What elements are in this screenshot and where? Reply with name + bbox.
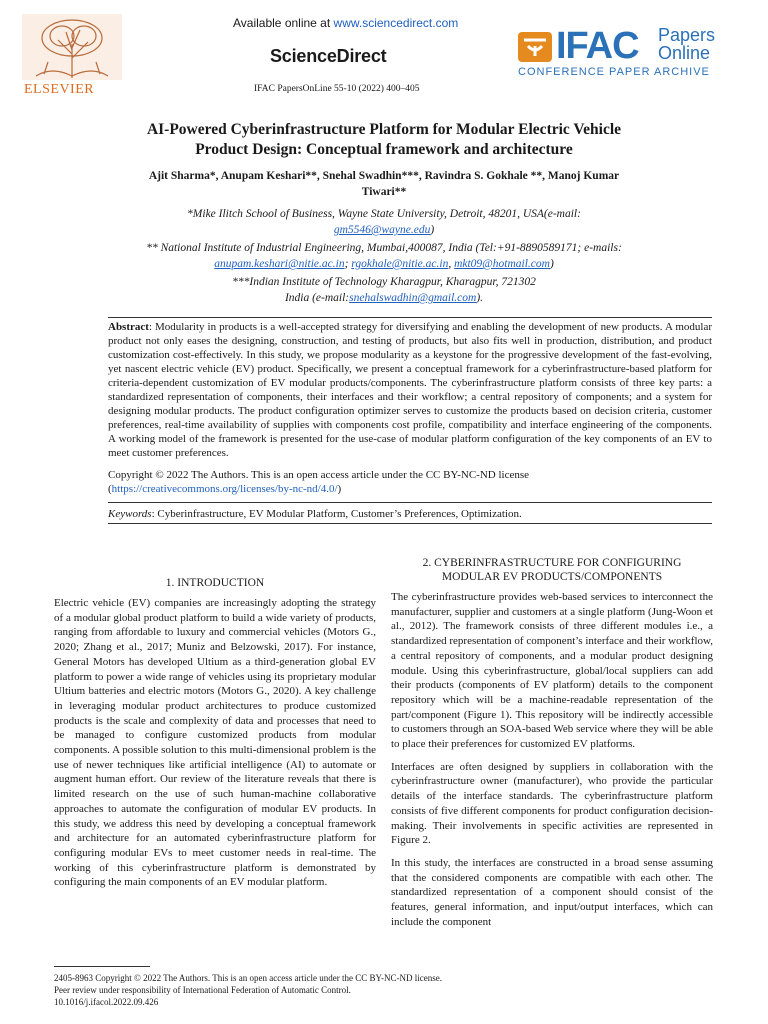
ifac-word: IFAC: [556, 25, 639, 67]
section-2-heading-line-1: 2. CYBERINFRASTRUCTURE FOR CONFIGURING: [422, 557, 682, 569]
authors-line-2: Tiwari**: [361, 186, 407, 198]
authors-line-1: Ajit Sharma*, Anupam Keshari**, Snehal Swadhin***, Ravindra S. Gokhale **, Manoj Kumar: [148, 170, 620, 182]
aff2-email2-link[interactable]: rgokhale@nitie.ac.in: [351, 258, 449, 270]
ifac-papers-online: [658, 26, 715, 62]
section-2-paragraph-1: The cyberinfrastructure provides web-based services to interconnect the manufacturer, supplier and customers at a single platform (Jung-Woon et al., 2012). The framework consists of three different modules i.e., a standardized representation of component’s interface and their workflow, a central repository of components, and a modular product designing module. Using this cyberinfrastructure, global/local suppliers can add their products (components of EV platform) details to the component repository which will be a machine-readable representation of the part/component (Figure 1). This repository will be indirectly accessible to customers through an SOA-based Web service where they will be able to place their preferences for customized EV platforms.: [391, 591, 713, 751]
abstract: [108, 320, 712, 460]
keywords-label: Keywords: [108, 508, 152, 520]
aff3-end: ).: [476, 292, 484, 304]
section-1-heading: 1. INTRODUCTION: [165, 577, 265, 589]
title-line-1: AI-Powered Cyberinfrastructure Platform for Modular Electric Vehicle: [146, 121, 622, 138]
aff3-line1: ***Indian Institute of Technology Kharagpur, Kharagpur, 721302: [232, 276, 536, 288]
aff1-end: ): [430, 224, 435, 236]
journal-reference: IFAC PapersOnLine 55-10 (2022) 400–405: [254, 84, 420, 94]
affiliation-3: [60, 274, 708, 306]
license-link[interactable]: https://creativecommons.org/licenses/by-nc-nd/4.0/: [111, 483, 338, 495]
publisher-name: ScienceDirect: [270, 46, 387, 66]
ifac-logo-mark: [518, 32, 552, 62]
section-2-heading: [391, 556, 713, 584]
footer-line-2: Peer review under responsibility of International Federation of Automatic Control.: [54, 985, 351, 995]
aff3-prefix: India (e-mail:: [284, 292, 350, 304]
ifac-papers: Papers: [658, 25, 716, 45]
affiliation-1: [60, 206, 708, 238]
aff2-email1-link[interactable]: anupam.keshari@nitie.ac.in: [214, 258, 345, 270]
elsevier-wordmark: ELSEVIER: [24, 82, 95, 97]
right-column: [391, 556, 713, 937]
aff1-email-link[interactable]: gm5546@wayne.edu: [333, 224, 431, 236]
copyright-line: Copyright © 2022 The Authors. This is an open access article under the CC BY-NC-ND license: [108, 469, 529, 481]
section-2-paragraph-3: In this study, the interfaces are constructed in a broad sense assuming that the considered components are compatible with each other. The standardized representation of a component should consist of the features, general information, and input/output interfaces, which can include the component: [391, 856, 713, 928]
footer-rule: [54, 966, 150, 967]
aff1-line1: *Mike Ilitch School of Business, Wayne State University, Detroit, 48201, USA(e-mail:: [187, 208, 581, 220]
keywords-body: : Cyberinfrastructure, EV Modular Platform, Customer’s Preferences, Optimization.: [151, 508, 522, 520]
title-line-2: Product Design: Conceptual framework and architecture: [195, 141, 573, 158]
footer-doi[interactable]: 10.1016/j.ifacol.2022.09.426: [54, 997, 159, 1007]
abstract-box: [108, 317, 712, 524]
available-prefix: Available online at: [233, 16, 334, 30]
section-2-heading-line-2: MODULAR EV PRODUCTS/COMPONENTS: [441, 571, 663, 583]
ifac-subtitle: CONFERENCE PAPER ARCHIVE: [518, 66, 710, 78]
ifac-logo: [518, 24, 730, 84]
left-column: [54, 576, 376, 898]
ifac-mark-icon: [518, 32, 552, 62]
footer: [54, 972, 442, 1008]
section-2-paragraph-2: Interfaces are often designed by suppliers in collaboration with the cyberinfrastructure owner (manufacturer), who provide the particular details of the interface standards. The cyberinfrastructure platform consists of five different components for product configuration decision-making. Their involvements in specific activities are represented in Figure 2.: [391, 760, 713, 847]
aff2-line1: ** National Institute of Industrial Engineering, Mumbai,400087, India (Tel:+91-8890589171; e-mails:: [146, 242, 622, 254]
aff2-sep1: ;: [344, 258, 352, 270]
copyright-notice: [108, 468, 712, 496]
sciencedirect-link[interactable]: www.sciencedirect.com: [333, 16, 459, 30]
footer-line-1: 2405-8963 Copyright © 2022 The Authors. This is an open access article under the CC BY-NC-ND license.: [54, 973, 442, 983]
keywords: [108, 502, 712, 521]
author-list: [100, 168, 668, 200]
abstract-label: Abstract: [108, 321, 149, 333]
paper-title: [60, 120, 708, 160]
license-close: ): [337, 483, 342, 495]
aff2-end: ): [549, 258, 554, 270]
ifac-online: Online: [658, 43, 711, 63]
aff2-sep2: ,: [448, 258, 455, 270]
affiliation-2: [60, 240, 708, 272]
aff3-email-link[interactable]: snehalswadhin@gmail.com: [349, 292, 477, 304]
section-1-paragraph-1: Electric vehicle (EV) companies are increasingly adopting the strategy of a modular global product platform to build a wide variety of products, ranging from affordable to luxury and commercial vehicles (Motors G., 2020; Zhang et al., 2017; Muniz and Belzowski, 2017). For instance, General Motors has developed Ultium as a third-generation global EV platform to power a wide range of vehicles using its proprietary modular Ultium batteries and electric motors (Motors G., 2020). A key challenge in leveraging modular product architectures to produce customized products is the scale and complexity of data and processes that need to be managed to configure customized products from modular components. A possible solution to this multi-dimensional problem is the use of newer techniques like artificial intelligence (AI) to automate or augment human effort. Our review of the literature reveals that there is limited research on the use of such human-machine collaborative approaches to automate the configuration of modular EV products. In this study, we address this need by developing a conceptual framework and architecture for an automated cyberinfrastructure platform for configuring modular EVs to meet customer needs in real-time. The working of this cyberinfrastructure platform is demonstrated by configuring the main components of an EV modular platform.: [54, 597, 376, 889]
abstract-body: : Modularity in products is a well-accepted strategy for diversifying and enabling the development of new products. A modular product not only eases the designing, construction, and testing of products, but also fits well in production, distribution, and product customization cost-effectively. In this study, we propose modularity as a keystone for the progressive development of the fast-evolving, yet nascent electric vehicle (EV) product. Specifically, we present a conceptual framework for a cyberinfrastructure-based platform for criteria-dependent customization of EV modular products/components. The cyberinfrastructure platform consists of three key parts: a standardized representation of components, their interfaces and their workflow; a central repository of components; and a system for designing modular products. The product configuration optimizer serves to customize the products based on decision criteria, customer preferences, real-time availability of supplies with components cost profile, compatibility and interface engineering of the components. A working model of the framework is presented for the use-case of modular platform configuration of the key components of an EV to meet customer preferences.: [108, 321, 712, 459]
aff2-email3-link[interactable]: mkt09@hotmail.com: [454, 258, 550, 270]
available-online: [233, 16, 458, 30]
license-open: (: [108, 483, 112, 495]
